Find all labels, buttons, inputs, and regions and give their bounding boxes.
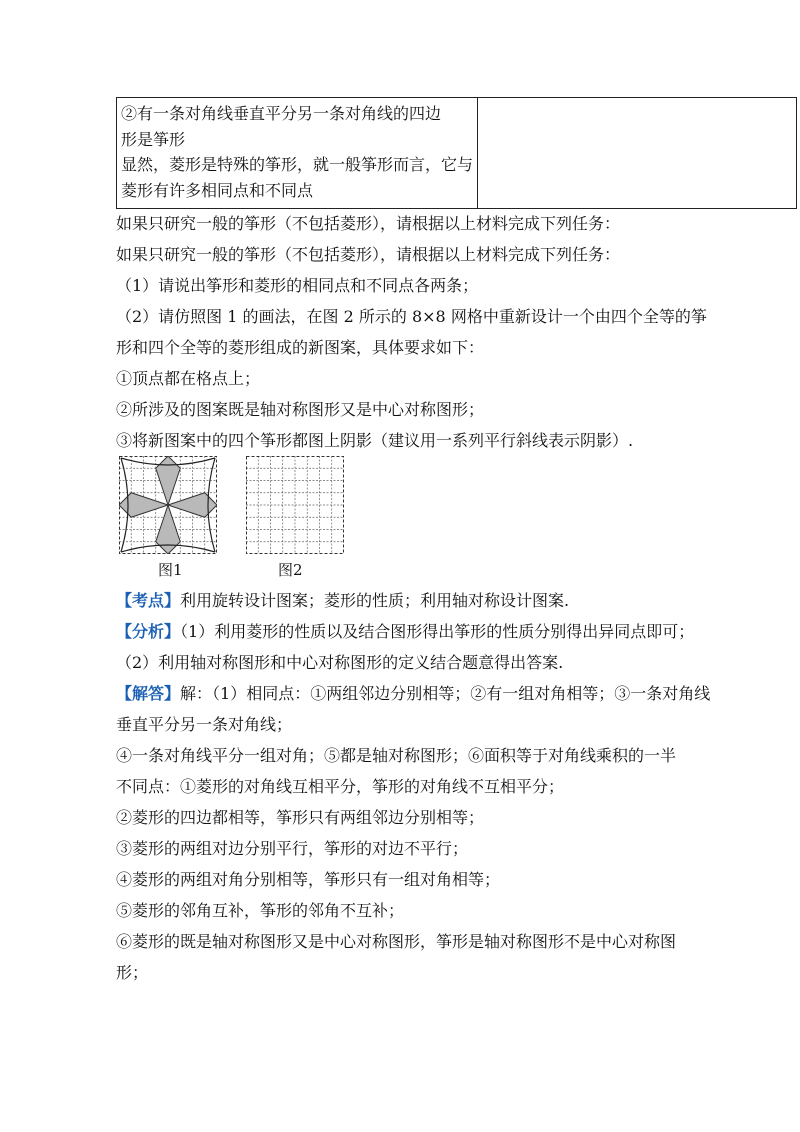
material-line: 显然，菱形是特殊的筝形，就一般筝形而言，它与 xyxy=(121,155,474,174)
fenxi-line xyxy=(116,622,694,642)
answer-line: 垂直平分另一条对角线； xyxy=(116,715,293,734)
answer-line: ④菱形的两组对角分别相等，筝形只有一组对角相等； xyxy=(116,870,501,889)
figure-1-caption: 图1 xyxy=(158,561,183,579)
jieda-text: 解：（1）相同点：①两组邻边分别相等；②有一组对角相等；③一条对角线 xyxy=(180,684,711,703)
kaodian-tag: 【考点】 xyxy=(116,591,181,610)
figure-2-caption: 图2 xyxy=(278,561,303,579)
material-cell xyxy=(117,98,478,209)
task-1: （1）请说出筝形和菱形的相同点和不同点各两条； xyxy=(116,276,479,295)
task-2-line: 形和四个全等的菱形组成的新图案，具体要求如下： xyxy=(116,338,485,357)
answer-line: ②菱形的四边都相等，筝形只有两组邻边分别相等； xyxy=(116,808,485,827)
figure-1-pattern xyxy=(119,456,217,554)
intro-line: 如果只研究一般的筝形（不包括菱形），请根据以上材料完成下列任务： xyxy=(116,214,621,233)
material-table xyxy=(116,97,797,209)
material-line: ②有一条对角线垂直平分另一条对角线的四边 xyxy=(121,104,442,123)
fenxi-text: （1）利用菱形的性质以及结合图形得出筝形的性质分别得出异同点即可； xyxy=(180,622,695,641)
requirement: ①顶点都在格点上； xyxy=(116,369,261,388)
requirement: ②所涉及的图案既是轴对称图形又是中心对称图形； xyxy=(116,400,485,419)
task-2-line: （2）请仿照图 1 的画法，在图 2 所示的 8×8 网格中重新设计一个由四个全等的筝 xyxy=(116,307,707,326)
answer-line: 不同点：①菱形的对角线互相平分，筝形的对角线不互相平分； xyxy=(116,777,565,796)
answer-line: ④一条对角线平分一组对角；⑤都是轴对称图形；⑥面积等于对角线乘积的一半 xyxy=(116,746,677,765)
requirement: ③将新图案中的四个筝形都图上阴影（建议用一系列平行斜线表示阴影）. xyxy=(116,431,634,450)
empty-cell xyxy=(478,98,797,209)
kaodian-line xyxy=(116,591,569,611)
fenxi-tag: 【分析】 xyxy=(116,622,181,641)
fenxi-line-2: （2）利用轴对称图形和中心对称图形的定义结合题意得出答案. xyxy=(116,653,564,672)
kaodian-text: 利用旋转设计图案；菱形的性质；利用轴对称设计图案. xyxy=(180,591,570,610)
material-line: 菱形有许多相同点和不同点 xyxy=(121,180,314,200)
figure-2-grid xyxy=(246,456,344,554)
material-line: 形是筝形 xyxy=(121,129,186,149)
answer-line: ⑤菱形的邻角互补，筝形的邻角不互补； xyxy=(116,901,405,920)
jieda-tag: 【解答】 xyxy=(116,684,181,703)
jieda-line xyxy=(116,684,710,704)
answer-line: 形； xyxy=(116,963,149,982)
intro-line: 如果只研究一般的筝形（不包括菱形），请根据以上材料完成下列任务： xyxy=(116,245,621,264)
answer-line: ③菱形的两组对边分别平行，筝形的对边不平行； xyxy=(116,839,469,858)
answer-line: ⑥菱形的既是轴对称图形又是中心对称图形，筝形是轴对称图形不是中心对称图 xyxy=(116,932,677,951)
